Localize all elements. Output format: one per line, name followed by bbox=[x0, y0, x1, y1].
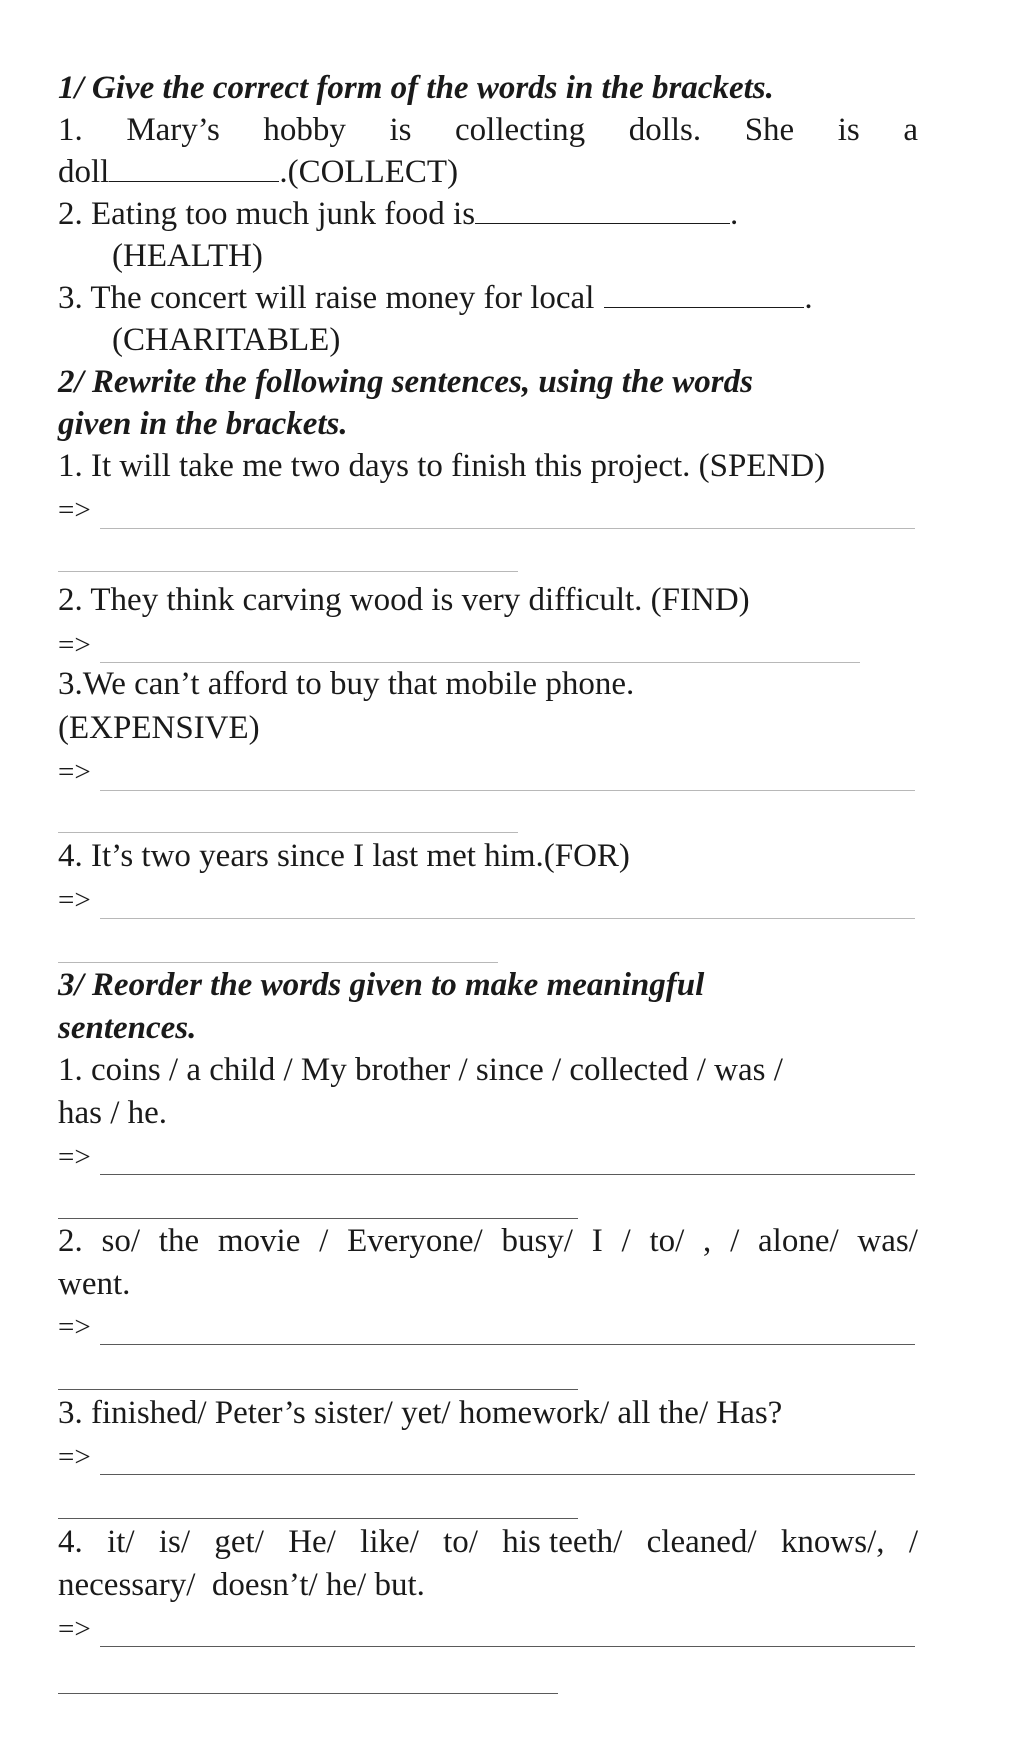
section3-q1-line2: has / he. bbox=[58, 1095, 168, 1131]
section3-heading-line1: 3/ Reorder the words given to make meaningful bbox=[58, 967, 705, 1003]
answer-arrow: => bbox=[58, 1311, 91, 1343]
q2-word: / bbox=[621, 1223, 631, 1259]
q2-word: busy/ bbox=[501, 1223, 573, 1259]
q2-word: I bbox=[591, 1223, 603, 1259]
q4-word: it/ bbox=[107, 1524, 135, 1560]
q4-word: his teeth/ bbox=[502, 1524, 623, 1560]
q2-word: 2. bbox=[58, 1223, 83, 1259]
section2-q1: 1. It will take me two days to finish this project. (SPEND) bbox=[58, 448, 826, 484]
q2-word: was/ bbox=[857, 1223, 918, 1259]
answer-line[interactable] bbox=[100, 1344, 915, 1345]
q2-word: the bbox=[158, 1223, 200, 1259]
section1-q3 bbox=[58, 278, 813, 318]
q1-word: collecting bbox=[455, 112, 586, 148]
q2-text: 2. Eating too much junk food is bbox=[58, 196, 476, 232]
section2-heading-line1: 2/ Rewrite the following sentences, using the words bbox=[58, 364, 753, 400]
q1-word: Mary’s bbox=[126, 112, 220, 148]
section1-heading: 1/ Give the correct form of the words in the brackets. bbox=[58, 70, 774, 106]
section2-heading-line2: given in the brackets. bbox=[58, 406, 348, 442]
q2-word: / bbox=[319, 1223, 329, 1259]
answer-line[interactable] bbox=[58, 1693, 558, 1694]
answer-arrow: => bbox=[58, 884, 91, 916]
section1-q2 bbox=[58, 194, 738, 234]
answer-line[interactable] bbox=[100, 528, 915, 529]
q3-text: 3. The concert will raise money for local bbox=[58, 280, 595, 316]
answer-arrow: => bbox=[58, 494, 91, 526]
q3-end: . bbox=[804, 280, 813, 316]
q4-word: cleaned/ bbox=[646, 1524, 757, 1560]
answer-line[interactable] bbox=[58, 962, 498, 963]
answer-blank[interactable] bbox=[475, 197, 730, 224]
q1-word: dolls. bbox=[628, 112, 702, 148]
q2-word: movie bbox=[217, 1223, 301, 1259]
answer-arrow: => bbox=[58, 1141, 91, 1173]
q1-word: 1. bbox=[58, 112, 83, 148]
section1-q3-hint: (CHARITABLE) bbox=[112, 322, 341, 358]
q4-word: 4. bbox=[58, 1524, 83, 1560]
q4-word: knows/, bbox=[780, 1524, 885, 1560]
answer-arrow: => bbox=[58, 1613, 91, 1645]
answer-line[interactable] bbox=[100, 790, 915, 791]
q2-end: . bbox=[730, 196, 739, 232]
section3-q2-line2: went. bbox=[58, 1266, 131, 1302]
section2-q4: 4. It’s two years since I last met him.(FOR) bbox=[58, 838, 630, 874]
section2-q3-line2: (EXPENSIVE) bbox=[58, 710, 260, 746]
section3-q4-line2: necessary/ doesn’t/ he/ but. bbox=[58, 1567, 425, 1603]
q1-text: doll bbox=[58, 154, 110, 190]
q4-word: / bbox=[908, 1524, 918, 1560]
answer-arrow: => bbox=[58, 629, 91, 661]
answer-line[interactable] bbox=[58, 571, 518, 572]
q4-word: like/ bbox=[360, 1524, 419, 1560]
answer-line[interactable] bbox=[100, 1474, 915, 1475]
answer-line[interactable] bbox=[100, 1646, 915, 1647]
q4-word: to/ bbox=[443, 1524, 478, 1560]
q4-word: get/ bbox=[214, 1524, 264, 1560]
section3-q4-line1 bbox=[58, 1522, 918, 1562]
q1-word: is bbox=[837, 112, 860, 148]
q2-word: Everyone/ bbox=[347, 1223, 483, 1259]
answer-line[interactable] bbox=[100, 1174, 915, 1175]
q2-word: alone/ bbox=[758, 1223, 839, 1259]
q1-word: a bbox=[903, 112, 918, 148]
answer-line[interactable] bbox=[100, 662, 860, 663]
q4-word: He/ bbox=[288, 1524, 336, 1560]
answer-arrow: => bbox=[58, 756, 91, 788]
section1-q1-line1 bbox=[58, 110, 918, 150]
q2-word: so/ bbox=[101, 1223, 141, 1259]
q2-word: , bbox=[703, 1223, 712, 1259]
answer-line[interactable] bbox=[58, 1389, 578, 1390]
section3-heading-line2: sentences. bbox=[58, 1010, 197, 1046]
answer-line[interactable] bbox=[58, 1218, 578, 1219]
answer-line[interactable] bbox=[58, 832, 518, 833]
q1-word: hobby bbox=[263, 112, 346, 148]
q1-word: She bbox=[744, 112, 795, 148]
section3-q3: 3. finished/ Peter’s sister/ yet/ homework/ all the/ Has? bbox=[58, 1395, 783, 1431]
answer-arrow: => bbox=[58, 1441, 91, 1473]
q1-word: is bbox=[389, 112, 412, 148]
q2-word: / bbox=[730, 1223, 740, 1259]
q2-word: to/ bbox=[649, 1223, 685, 1259]
q1-hint: .(COLLECT) bbox=[279, 154, 459, 190]
answer-line[interactable] bbox=[100, 918, 915, 919]
answer-line[interactable] bbox=[58, 1518, 578, 1519]
answer-blank[interactable] bbox=[604, 281, 804, 308]
section2-q2: 2. They think carving wood is very difficult. (FIND) bbox=[58, 582, 750, 618]
answer-blank[interactable] bbox=[109, 155, 279, 182]
q4-word: is/ bbox=[158, 1524, 191, 1560]
section1-q2-hint: (HEALTH) bbox=[112, 238, 263, 274]
section3-q2-line1 bbox=[58, 1221, 918, 1261]
section1-q1-line2 bbox=[58, 152, 458, 192]
section2-q3-line1: 3.We can’t afford to buy that mobile phone. bbox=[58, 666, 635, 702]
section3-q1-line1: 1. coins / a child / My brother / since / collected / was / bbox=[58, 1052, 783, 1088]
